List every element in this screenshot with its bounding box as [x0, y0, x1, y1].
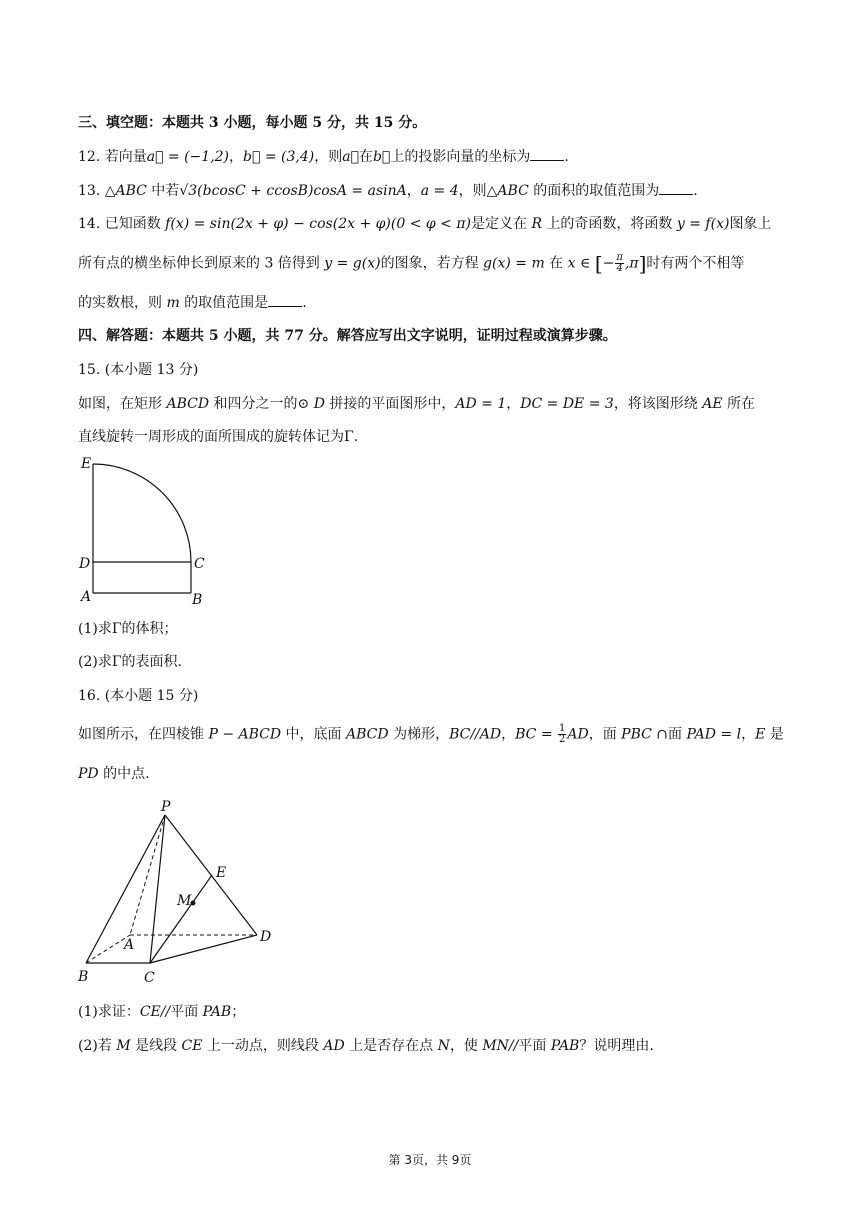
q16-part2-e: ，使 — [449, 1038, 483, 1054]
q15-text-a: 如图，在矩形 — [78, 396, 167, 412]
q16-part2-n: N — [437, 1038, 450, 1054]
q16-text-e: ，面 — [588, 726, 622, 743]
q14-line3-b: 的取值范围是 — [179, 295, 269, 311]
q14-equation: g(x) = m — [483, 255, 545, 272]
q15-figure — [76, 452, 216, 612]
label-C: C — [194, 556, 205, 572]
q13-text-b: 中若 — [146, 183, 180, 199]
q16-abcd: ABCD — [346, 726, 389, 743]
q14-y-fx: y = f(x) — [676, 216, 730, 232]
q15-text-e: ，将该图形绕 — [613, 396, 703, 412]
q13-triangle: △ABC — [104, 183, 147, 199]
q15-text-c: 拼接的平面图形中， — [324, 396, 456, 412]
q14-y-gx: y = g(x) — [324, 255, 381, 272]
q14-interval-right: ,π — [624, 255, 639, 272]
q12-a-symbol: a⃗ — [342, 149, 359, 165]
q16-text-g: ， — [741, 726, 756, 743]
q16-part2-ce: CE — [181, 1038, 203, 1054]
question-14-line-2 — [78, 253, 744, 274]
q16-part2-c: 上一动点，则线段 — [202, 1038, 324, 1054]
q16-title: 16. (本小题 15 分) — [78, 688, 199, 704]
q13-answer-blank — [659, 182, 693, 195]
q16-line-2 — [78, 764, 150, 784]
q15-dc: DC = DE = 3 — [520, 396, 614, 412]
q15-ad: AD = 1 — [455, 396, 507, 412]
q14-line2-d: 时有两个不相等 — [646, 255, 745, 272]
question-14-line-3 — [78, 293, 307, 313]
q16-line-1 — [78, 724, 784, 745]
q15-line-2: 直线旋转一周形成的面所围成的旋转体记为Γ. — [78, 429, 359, 445]
q16-line2-b: 的中点. — [98, 766, 150, 782]
q12-vector-a: a⃗ = (−1,2) — [146, 149, 230, 165]
q16-E: E — [755, 726, 766, 743]
q14-text-a: 14. 已知函数 — [78, 216, 166, 232]
q13-end: . — [693, 183, 698, 199]
q16-part2-f: 平面 — [518, 1038, 551, 1054]
label-E: E — [81, 456, 92, 472]
q16-text-a: 如图所示，在四棱锥 — [78, 726, 209, 743]
quarter-arc — [93, 464, 191, 562]
label-B: B — [192, 592, 203, 608]
q16-part1-c: ； — [231, 1004, 246, 1020]
q16-part2-g: ？说明理由. — [579, 1038, 654, 1054]
q16-part2-ad: AD — [323, 1038, 345, 1054]
q16-part2-m: M — [116, 1038, 131, 1054]
q16-part1-ce: CE// — [139, 1004, 171, 1020]
q14-minus: − — [602, 255, 615, 272]
q16-text-d: ， — [501, 726, 516, 743]
q12-text-c: ，则 — [314, 149, 343, 165]
question-13 — [78, 181, 698, 201]
q16-pad: PAD = l — [686, 726, 742, 743]
q16-part2-mn: MN// — [482, 1038, 519, 1054]
edge-pa-hidden — [130, 815, 165, 935]
question-12 — [78, 147, 569, 167]
q16-bc-eq: BC = — [515, 726, 557, 743]
frac-den: 4 — [616, 263, 623, 274]
q16-part1-pab: PAB — [202, 1004, 232, 1020]
q14-line2-b: 的图象，若方程 — [380, 255, 484, 272]
q12-text-e: 上的投影向量的坐标为 — [390, 149, 531, 165]
q13-text-c: ， — [406, 183, 421, 199]
q14-line2-a: 所有点的横坐标伸长到原来的 3 倍得到 — [78, 255, 325, 272]
q15-text-d: ， — [506, 396, 521, 412]
q14-text-c: 上的奇函数，将函数 — [541, 216, 677, 232]
pi-over-4-fraction — [615, 253, 624, 274]
q12-b-symbol: b⃗ — [372, 149, 391, 165]
q14-R: R — [531, 216, 542, 232]
label-D: D — [79, 556, 91, 572]
q13-text-d: ，则 — [458, 183, 487, 199]
half-fraction — [558, 724, 566, 745]
label-B: B — [78, 969, 89, 985]
q16-part2-b: 是线段 — [130, 1038, 182, 1054]
frac-num: π — [616, 252, 623, 263]
q15-text-b: 和四分之一的 — [209, 396, 298, 412]
q12-vector-b: b⃗ = (3,4) — [243, 149, 315, 165]
question-14-line-1 — [78, 214, 771, 234]
label-M: M — [177, 893, 192, 909]
q15-ae: AE — [702, 396, 723, 412]
q13-a-value: a = 4 — [420, 183, 459, 199]
q16-part-1 — [78, 1002, 245, 1022]
q14-line3-a: 的实数根，则 — [78, 295, 167, 311]
q14-x-in: x ∈ — [567, 255, 595, 272]
q16-part2-d: 上是否存在点 — [344, 1038, 438, 1054]
q16-ad: AD — [567, 726, 589, 743]
section-4-heading: 四、解答题：本题共 5 小题，共 77 分。解答应写出文字说明，证明过程或演算步骤。 — [78, 328, 617, 344]
label-P: P — [161, 799, 171, 815]
label-A: A — [81, 589, 92, 605]
q12-answer-blank — [530, 148, 564, 161]
q16-text-h: 是 — [765, 726, 784, 743]
edge-pc — [150, 815, 165, 963]
q16-pbc: PBC — [621, 726, 652, 743]
q13-triangle-2: △ABC — [486, 183, 529, 199]
q12-text-d: 在 — [358, 149, 373, 165]
page-footer: 第 3页，共 9页 — [388, 1153, 472, 1167]
right-bracket: ] — [638, 251, 647, 276]
q13-text-e: 的面积的取值范围为 — [528, 183, 660, 199]
q14-text-b: 是定义在 — [470, 216, 532, 232]
q15-part-1: (1)求Γ的体积； — [78, 621, 178, 637]
section-3-heading: 三、填空题：本题共 3 小题，每小题 5 分，共 15 分。 — [78, 115, 427, 131]
q13-number: 13. — [78, 183, 105, 199]
q12-end: . — [564, 149, 569, 165]
q16-part1-a: (1)求证： — [78, 1004, 140, 1020]
q14-m: m — [166, 295, 180, 311]
frac-num: 1 — [559, 723, 566, 734]
left-bracket: [ — [594, 251, 603, 276]
q14-function-def: f(x) = sin(2x + φ) − cos(2x + φ)(0 < φ < π) — [165, 216, 471, 232]
label-E: E — [216, 865, 227, 881]
q16-text-b: 中，底面 — [281, 726, 347, 743]
q14-line2-c: 在 — [544, 255, 568, 272]
q14-text-d: 图象上 — [729, 216, 772, 232]
q16-part-2 — [78, 1036, 654, 1056]
q15-part-2: (2)求Γ的表面积. — [78, 654, 182, 670]
q16-part2-pab: PAB — [550, 1038, 580, 1054]
q16-part2-a: (2)若 — [78, 1038, 117, 1054]
q16-bc-par-ad: BC//AD — [449, 726, 502, 743]
frac-den: 2 — [559, 734, 566, 745]
label-A: A — [124, 937, 135, 953]
q15-title: 15. (本小题 13 分) — [78, 362, 199, 378]
q16-part1-b: 平面 — [170, 1004, 203, 1020]
q12-text: 12. 若向量 — [78, 149, 147, 165]
q16-pyramid: P − ABCD — [208, 726, 282, 743]
edge-pd — [165, 815, 257, 935]
q16-text-c: 为梯形， — [388, 726, 450, 743]
q15-text-f: 所在 — [722, 396, 756, 412]
q16-figure — [76, 795, 286, 990]
q16-pd: PD — [78, 766, 99, 782]
q14-answer-blank — [268, 294, 302, 307]
label-C: C — [144, 970, 155, 986]
q13-expression: √3(bcosC + ccosB)cosA = asinA — [179, 183, 407, 199]
q14-end: . — [302, 295, 307, 311]
q15-abcd: ABCD — [166, 396, 210, 412]
q12-sep: ， — [229, 149, 244, 165]
q15-circle-d: ⊙ D — [297, 396, 325, 412]
q15-line-1 — [78, 394, 755, 414]
q16-text-f: ∩面 — [651, 726, 687, 743]
label-D: D — [260, 929, 272, 945]
